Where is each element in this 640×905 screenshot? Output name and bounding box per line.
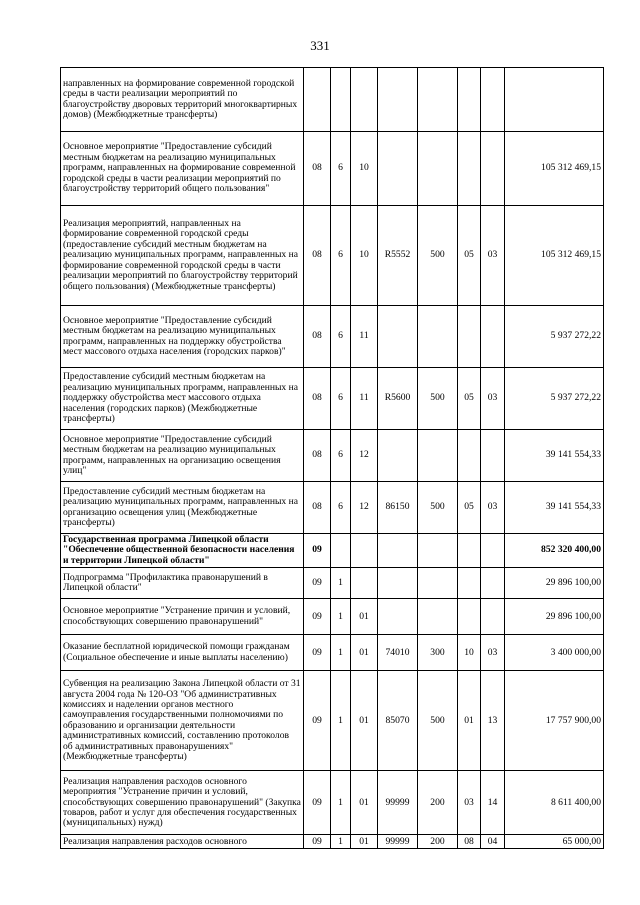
table-row (61, 568, 604, 599)
row-amount (505, 68, 604, 132)
subsection-code: 03 (481, 368, 505, 430)
subsection-code (481, 568, 505, 599)
section-code (458, 306, 481, 368)
expense-type-code: 500 (418, 671, 458, 771)
row-description: направленных на формирование современной городской среды в части реализации мероприятий по благоустройству дворовых территорий многоквартирных домов) (Межбюджетные трансферты) (61, 68, 304, 132)
page-number: 331 (310, 38, 330, 53)
row-amount: 852 320 400,00 (505, 534, 604, 568)
program-code: 08 (304, 206, 331, 306)
row-description: Реализация направления расходов основного (61, 835, 304, 849)
section-code: 05 (458, 368, 481, 430)
measure-code: 01 (351, 835, 378, 849)
section-code: 05 (458, 206, 481, 306)
measure-code: 12 (351, 430, 378, 482)
expense-type-code (418, 68, 458, 132)
measure-code: 01 (351, 635, 378, 671)
subsection-code: 03 (481, 482, 505, 534)
subsection-code (481, 534, 505, 568)
expense-type-code (418, 430, 458, 482)
table-row (61, 671, 604, 771)
row-description: Реализация направления расходов основного мероприятия "Устранение причин и условий, способствующих совершению правонарушений" (Закупка товаров, работ и услуг для обеспечения государственных (муниципальных) нужд) (61, 771, 304, 835)
budget-table (60, 67, 604, 849)
subprogram-code (331, 534, 351, 568)
expense-direction-code (378, 306, 418, 368)
row-amount: 29 896 100,00 (505, 568, 604, 599)
expense-direction-code (378, 430, 418, 482)
program-code: 09 (304, 771, 331, 835)
section-code (458, 430, 481, 482)
table-row (61, 132, 604, 206)
expense-type-code: 500 (418, 368, 458, 430)
expense-direction-code (378, 132, 418, 206)
section-code: 08 (458, 835, 481, 849)
table-row (61, 534, 604, 568)
measure-code: 12 (351, 482, 378, 534)
table-row (61, 306, 604, 368)
measure-code (351, 568, 378, 599)
subprogram-code: 6 (331, 482, 351, 534)
measure-code: 10 (351, 206, 378, 306)
subsection-code (481, 306, 505, 368)
row-description: Подпрограмма "Профилактика правонарушений в Липецкой области" (61, 568, 304, 599)
subprogram-code: 1 (331, 568, 351, 599)
row-amount: 65 000,00 (505, 835, 604, 849)
expense-direction-code (378, 534, 418, 568)
subsection-code (481, 599, 505, 635)
row-description: Предоставление субсидий местным бюджетам на реализацию муниципальных программ, направленных на поддержку обустройства мест массового отдыха населения (городских парков) (Межбюджетные трансферты) (61, 368, 304, 430)
section-code: 01 (458, 671, 481, 771)
subprogram-code: 6 (331, 206, 351, 306)
expense-type-code (418, 534, 458, 568)
subsection-code: 14 (481, 771, 505, 835)
expense-direction-code: 99999 (378, 835, 418, 849)
expense-direction-code (378, 568, 418, 599)
table-row (61, 206, 604, 306)
section-code (458, 568, 481, 599)
measure-code (351, 68, 378, 132)
program-code: 09 (304, 635, 331, 671)
row-amount: 8 611 400,00 (505, 771, 604, 835)
row-amount: 3 400 000,00 (505, 635, 604, 671)
section-code (458, 132, 481, 206)
subsection-code (481, 132, 505, 206)
table-row (61, 599, 604, 635)
row-amount: 39 141 554,33 (505, 430, 604, 482)
expense-type-code: 500 (418, 206, 458, 306)
row-amount: 17 757 900,00 (505, 671, 604, 771)
program-code: 09 (304, 599, 331, 635)
row-amount: 5 937 272,22 (505, 368, 604, 430)
table-row (61, 835, 604, 849)
expense-direction-code: 85070 (378, 671, 418, 771)
row-amount: 29 896 100,00 (505, 599, 604, 635)
subsection-code: 13 (481, 671, 505, 771)
program-code: 08 (304, 132, 331, 206)
expense-direction-code (378, 68, 418, 132)
subsection-code: 04 (481, 835, 505, 849)
row-description: Основное мероприятие "Предоставление субсидий местным бюджетам на реализацию муниципальных программ, направленных на формирование современной городской среды в части реализации мероприятий по благоустройству территорий общего пользования" (61, 132, 304, 206)
table-row (61, 368, 604, 430)
row-description: Основное мероприятие "Предоставление субсидий местным бюджетам на реализацию муниципальных программ, направленных на организацию освещения улиц" (61, 430, 304, 482)
table-row (61, 771, 604, 835)
measure-code: 10 (351, 132, 378, 206)
subprogram-code: 1 (331, 835, 351, 849)
expense-type-code: 200 (418, 835, 458, 849)
row-description: Реализация мероприятий, направленных на формирование современной городской среды (предоставление субсидий местным бюджетам на реализацию муниципальных программ, направленных на формирование современной городской среды в части реализации мероприятий по благоустройству территорий общего пользования) (Межбюджетные трансферты) (61, 206, 304, 306)
expense-type-code (418, 306, 458, 368)
expense-type-code (418, 132, 458, 206)
subprogram-code: 6 (331, 368, 351, 430)
section-code: 05 (458, 482, 481, 534)
subsection-code: 03 (481, 635, 505, 671)
table-row (61, 430, 604, 482)
measure-code: 11 (351, 306, 378, 368)
measure-code: 01 (351, 599, 378, 635)
row-description: Субвенция на реализацию Закона Липецкой области от 31 августа 2004 года № 120-ОЗ "Об административных комиссиях и наделении органов местного самоуправления государственными полномочиями по образованию и организации деятельности административных комиссий, составлению протоколов об административных правонарушениях" (Межбюджетные трансферты) (61, 671, 304, 771)
measure-code: 01 (351, 771, 378, 835)
subprogram-code (331, 68, 351, 132)
measure-code (351, 534, 378, 568)
section-code (458, 599, 481, 635)
program-code (304, 68, 331, 132)
expense-type-code (418, 599, 458, 635)
row-description: Государственная программа Липецкой области "Обеспечение общественной безопасности населения и территории Липецкой области" (61, 534, 304, 568)
expense-direction-code: R5552 (378, 206, 418, 306)
measure-code: 01 (351, 671, 378, 771)
program-code: 08 (304, 368, 331, 430)
expense-direction-code (378, 599, 418, 635)
expense-direction-code: R5600 (378, 368, 418, 430)
row-amount: 105 312 469,15 (505, 132, 604, 206)
row-description: Предоставление субсидий местным бюджетам на реализацию муниципальных программ, направленных на организацию освещения улиц (Межбюджетные трансферты) (61, 482, 304, 534)
table-row (61, 68, 604, 132)
section-code: 10 (458, 635, 481, 671)
program-code: 09 (304, 671, 331, 771)
table-row (61, 482, 604, 534)
subprogram-code: 6 (331, 430, 351, 482)
table-row (61, 635, 604, 671)
subprogram-code: 1 (331, 671, 351, 771)
program-code: 09 (304, 568, 331, 599)
program-code: 08 (304, 306, 331, 368)
row-description: Основное мероприятие "Предоставление субсидий местным бюджетам на реализацию муниципальных программ, направленных на поддержку обустройства мест массового отдыха населения (городских парков)" (61, 306, 304, 368)
program-code: 08 (304, 482, 331, 534)
section-code (458, 534, 481, 568)
row-description: Основное мероприятие "Устранение причин и условий, способствующих совершению правонарушений" (61, 599, 304, 635)
expense-type-code (418, 568, 458, 599)
subsection-code (481, 68, 505, 132)
subprogram-code: 1 (331, 599, 351, 635)
expense-type-code: 500 (418, 482, 458, 534)
row-description: Оказание бесплатной юридической помощи гражданам (Социальное обеспечение и иные выплаты населению) (61, 635, 304, 671)
row-amount: 39 141 554,33 (505, 482, 604, 534)
row-amount: 105 312 469,15 (505, 206, 604, 306)
subprogram-code: 1 (331, 635, 351, 671)
subprogram-code: 1 (331, 771, 351, 835)
measure-code: 11 (351, 368, 378, 430)
expense-type-code: 200 (418, 771, 458, 835)
subsection-code (481, 430, 505, 482)
expense-type-code: 300 (418, 635, 458, 671)
row-amount: 5 937 272,22 (505, 306, 604, 368)
subprogram-code: 6 (331, 306, 351, 368)
subsection-code: 03 (481, 206, 505, 306)
program-code: 08 (304, 430, 331, 482)
program-code: 09 (304, 835, 331, 849)
subprogram-code: 6 (331, 132, 351, 206)
expense-direction-code: 99999 (378, 771, 418, 835)
program-code: 09 (304, 534, 331, 568)
section-code (458, 68, 481, 132)
expense-direction-code: 74010 (378, 635, 418, 671)
section-code: 03 (458, 771, 481, 835)
expense-direction-code: 86150 (378, 482, 418, 534)
